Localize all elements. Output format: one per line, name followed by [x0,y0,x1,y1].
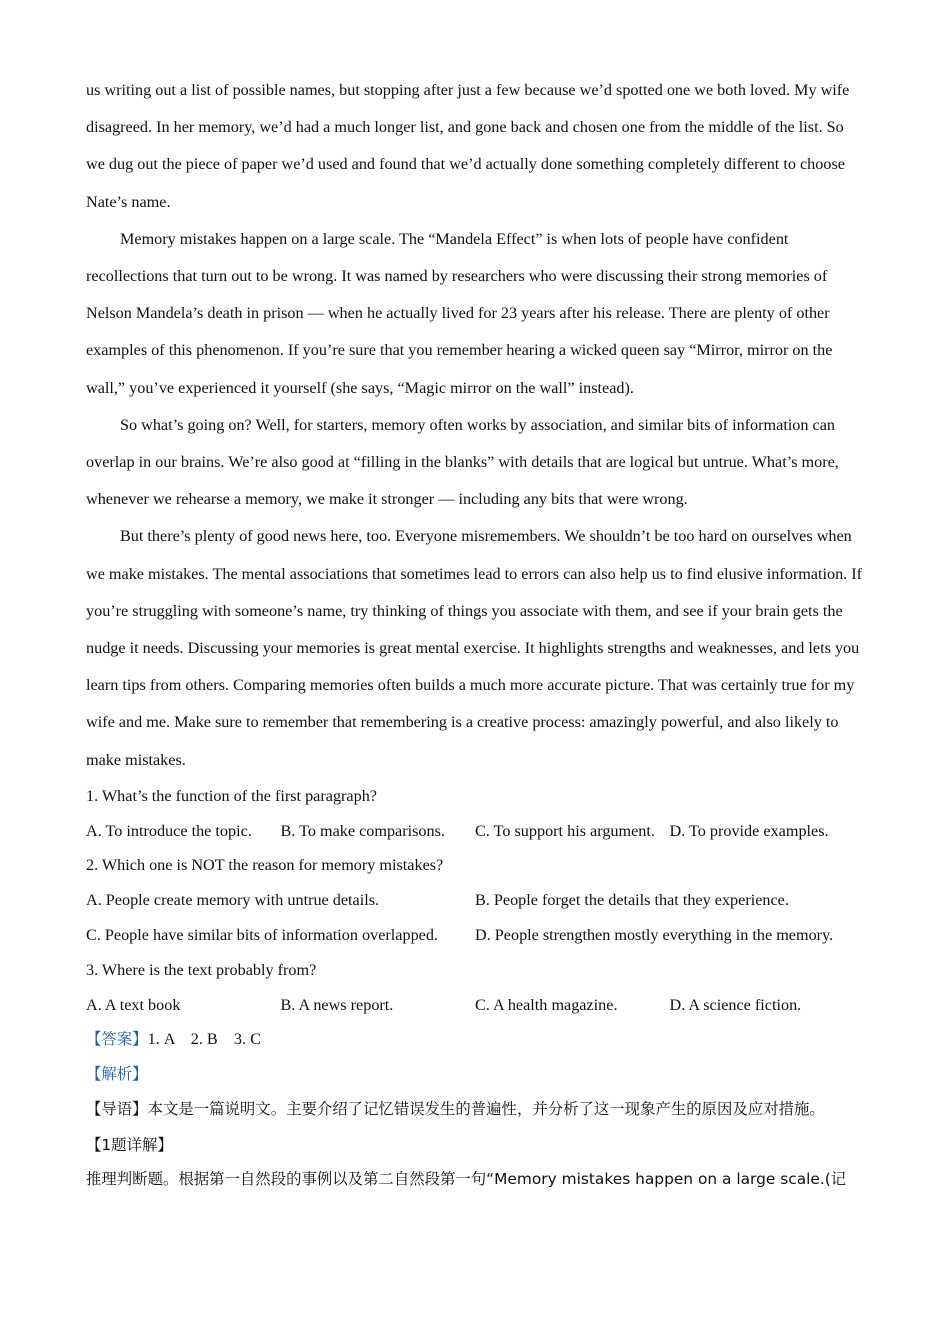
option-b: B. People forget the details that they experience. [475,891,789,910]
answer-tag: 【答案】 [86,1030,148,1049]
option-c: C. A health magazine. [475,995,618,1014]
option-a: A. A text book [86,995,181,1014]
question-1-detail-text: 推理判断题。根据第一自然段的事例以及第二自然段第一句“Memory mistakes happen on a large scale.(记 [86,1170,847,1189]
option-b: B. A news report. [280,995,394,1014]
option-d: D. To provide examples. [669,821,829,840]
question-3 [86,953,864,1023]
question-options-row-1 [86,883,864,918]
option-c: C. To support his argument. [475,821,655,840]
question-options [86,988,864,1023]
question-1 [86,779,864,849]
question-stem: 3. Where is the text probably from? [86,960,317,979]
question-options [86,814,864,849]
analysis-tag: 【解析】 [86,1065,148,1084]
passage-paragraph-1: us writing out a list of possible names, but stopping after just a few because we’d spotted one we both loved. My wife disagreed. In her memory, we’d had a much longer list, and gone back and chosen one from the middle of the list. So we dug out the piece of paper we’d used and found that we’d actually done something completely different to choose Nate’s name. [86,81,850,211]
question-stem: 2. Which one is NOT the reason for memory mistakes? [86,856,444,875]
question-stem: 1. What’s the function of the first paragraph? [86,786,377,805]
document-page [86,72,864,1197]
answer-line [86,1022,864,1057]
option-d: D. A science fiction. [669,995,802,1014]
option-b: B. To make comparisons. [280,821,445,840]
option-a: A. To introduce the topic. [86,821,252,840]
analysis-line [86,1057,864,1092]
guide-paragraph: 【导语】本文是一篇说明文。主要介绍了记忆错误发生的普遍性，并分析了这一现象产生的原因及应对措施。 [86,1100,825,1119]
question-2 [86,848,864,952]
option-c: C. People have similar bits of information overlapped. [86,926,438,945]
option-d: D. People strengthen mostly everything in the memory. [475,926,834,945]
passage-paragraph-2: Memory mistakes happen on a large scale. The “Mandela Effect” is when lots of people have confident recollections that turn out to be wrong. It was named by researchers who were discussing their strong memories of Nelson Mandela’s death in prison — when he actually lived for 23 years after his release. There are plenty of other examples of this phenomenon. If you’re sure that you remember hearing a wicked queen say “Mirror, mirror on the wall,” you’ve experienced it yourself (she says, “Magic mirror on the wall” instead). [86,229,833,397]
passage-paragraph-4: But there’s plenty of good news here, too. Everyone misremembers. We shouldn’t be too hard on ourselves when we make mistakes. The mental associations that sometimes lead to errors can also help us to find elusive information. If you’re struggling with someone’s name, try thinking of things you associate with them, and see if your brain gets the nudge it needs. Discussing your memories is great mental exercise. It highlights strengths and weaknesses, and lets you learn tips from others. Comparing memories often builds a much more accurate picture. That was certainly true for my wife and me. Make sure to remember that remembering is a creative process: amazingly powerful, and also likely to make mistakes. [86,527,863,769]
passage-paragraph-3: So what’s going on? Well, for starters, memory often works by association, and similar bits of information can overlap in our brains. We’re also good at “filling in the blanks” with details that are logical but untrue. What’s more, whenever we rehearse a memory, we make it stronger — including any bits that were wrong. [86,415,839,509]
answer-text: 1. A 2. B 3. C [147,1030,261,1049]
option-a: A. People create memory with untrue details. [86,891,380,910]
question-1-detail-heading: 【1题详解】 [86,1135,173,1154]
question-options-row-2 [86,918,864,953]
